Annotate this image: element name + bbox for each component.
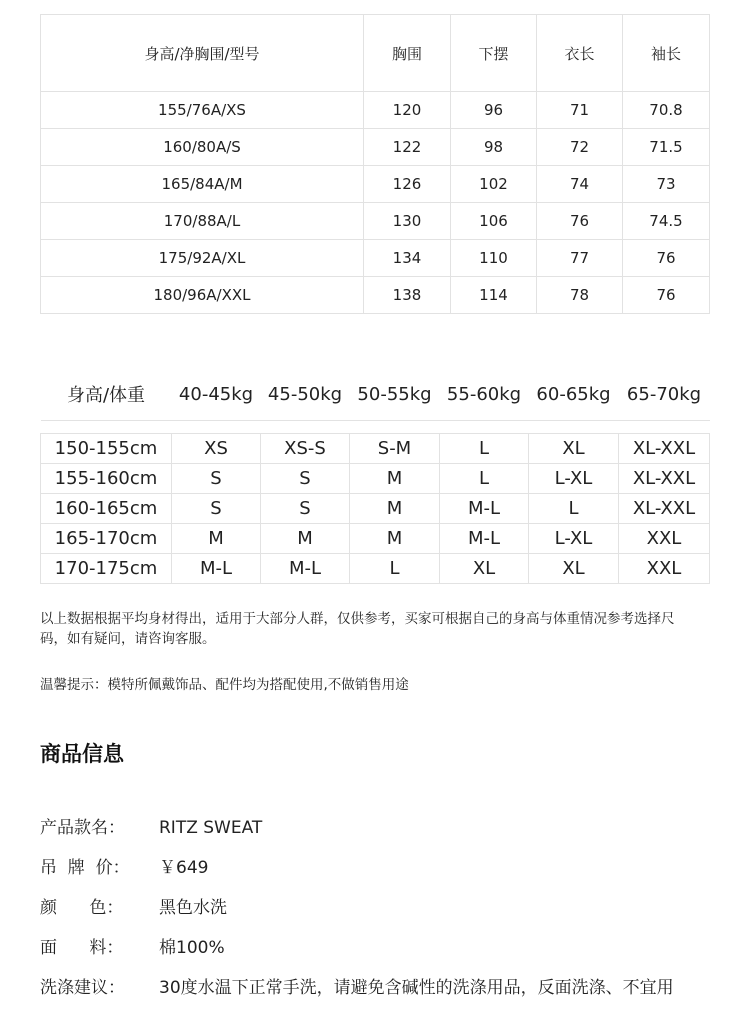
accessory-tip: 温馨提示：模特所佩戴饰品、配件均为搭配使用,不做销售用途 (40, 677, 409, 693)
table-cell: 70.8 (623, 92, 710, 129)
info-value-washing: 30度水温下正常手洗，请避免含碱性的洗涤用品，反面洗涤、不宜用 (159, 978, 674, 998)
size-table-header: 下摆 (451, 15, 537, 92)
table-cell: 160-165cm (41, 494, 172, 524)
table-row (41, 277, 710, 314)
table-cell: L (440, 434, 529, 464)
table-cell: XS (172, 434, 261, 464)
table-cell: 175/92A/XL (41, 240, 364, 277)
table-cell: M (350, 494, 440, 524)
table-row (41, 166, 710, 203)
table-cell: 122 (364, 129, 451, 166)
table-cell: S (261, 494, 350, 524)
info-label-price: 吊 牌 价： (40, 858, 130, 878)
table-cell: 98 (451, 129, 537, 166)
table-cell: L-XL (529, 524, 619, 554)
size-disclaimer: 以上数据根据平均身材得出，适用于大部分人群，仅供参考，买家可根据自己的身高与体重情况参考选择尺码，如有疑问，请咨询客服。 (40, 611, 675, 647)
table-cell: XL (529, 554, 619, 584)
table-row (41, 92, 710, 129)
table-cell: 160/80A/S (41, 129, 364, 166)
table-cell: 73 (623, 166, 710, 203)
info-label-washing: 洗涤建议： (40, 978, 125, 998)
table-cell: 76 (623, 240, 710, 277)
table-cell: XXL (619, 524, 710, 554)
table-row (41, 434, 710, 464)
table-cell: 78 (537, 277, 623, 314)
table-cell: M (350, 464, 440, 494)
table-cell: 74.5 (623, 203, 710, 240)
table-cell: 138 (364, 277, 451, 314)
section-title: 商品信息 (40, 742, 124, 766)
info-value-color: 黑色水洗 (159, 898, 227, 918)
table-cell: M-L (440, 524, 529, 554)
table-cell: S (172, 494, 261, 524)
table-row (41, 494, 710, 524)
table-cell: 71.5 (623, 129, 710, 166)
table-cell: 170-175cm (41, 554, 172, 584)
table-cell: L (440, 464, 529, 494)
table-cell: 165/84A/M (41, 166, 364, 203)
product-info-row (40, 936, 720, 976)
table-cell: 155/76A/XS (41, 92, 364, 129)
table-cell: XL (529, 434, 619, 464)
fit-table-header: 45-50kg (267, 383, 343, 405)
table-cell: S-M (350, 434, 440, 464)
table-cell: 126 (364, 166, 451, 203)
table-cell: XS-S (261, 434, 350, 464)
table-cell: M-L (172, 554, 261, 584)
size-table-header: 袖长 (623, 15, 710, 92)
table-cell: XL-XXL (619, 434, 710, 464)
fit-table-header: 60-65kg (536, 383, 611, 405)
table-cell: 155-160cm (41, 464, 172, 494)
product-info-list (40, 816, 720, 1016)
table-cell: L (529, 494, 619, 524)
table-cell: M (350, 524, 440, 554)
info-label-color: 颜 色： (40, 898, 124, 918)
table-cell: 96 (451, 92, 537, 129)
product-info-row (40, 816, 720, 856)
table-row (41, 524, 710, 554)
table-cell: 71 (537, 92, 623, 129)
table-cell: 130 (364, 203, 451, 240)
fit-table-header: 身高/体重 (66, 385, 146, 406)
table-cell: M-L (440, 494, 529, 524)
table-cell: 170/88A/L (41, 203, 364, 240)
size-table-header: 衣长 (537, 15, 623, 92)
table-cell: S (261, 464, 350, 494)
fit-table-header-row (41, 368, 710, 421)
table-cell: XL (440, 554, 529, 584)
table-cell: 102 (451, 166, 537, 203)
table-cell: 165-170cm (41, 524, 172, 554)
info-value-price: ￥649 (159, 858, 209, 878)
table-cell: 110 (451, 240, 537, 277)
size-table-header-row (41, 15, 710, 92)
table-cell: XL-XXL (619, 494, 710, 524)
size-table-header: 身高/净胸围/型号 (41, 15, 364, 92)
table-cell: 150-155cm (41, 434, 172, 464)
table-cell: 120 (364, 92, 451, 129)
table-cell: L-XL (529, 464, 619, 494)
table-cell: XL-XXL (619, 464, 710, 494)
table-cell: 76 (537, 203, 623, 240)
table-cell: 114 (451, 277, 537, 314)
table-cell: M (172, 524, 261, 554)
table-cell: L (350, 554, 440, 584)
table-cell: XXL (619, 554, 710, 584)
table-cell: 74 (537, 166, 623, 203)
info-label-name: 产品款名： (40, 818, 125, 838)
table-row (41, 240, 710, 277)
table-row (41, 129, 710, 166)
table-row (41, 203, 710, 240)
size-table (40, 14, 710, 314)
table-cell: M-L (261, 554, 350, 584)
table-cell: S (172, 464, 261, 494)
product-info-row (40, 896, 720, 936)
info-value-fabric: 棉100% (159, 938, 225, 958)
table-cell: 134 (364, 240, 451, 277)
table-cell: 76 (623, 277, 710, 314)
table-cell: 77 (537, 240, 623, 277)
table-row (41, 554, 710, 584)
table-cell: 180/96A/XXL (41, 277, 364, 314)
size-table-header: 胸围 (364, 15, 451, 92)
info-label-fabric: 面 料： (40, 938, 124, 958)
info-value-name: RITZ SWEAT (159, 818, 263, 838)
fit-table-header: 55-60kg (446, 383, 522, 405)
fit-table-header: 40-45kg (178, 383, 254, 405)
table-cell: 72 (537, 129, 623, 166)
fit-table-header: 65-70kg (626, 383, 702, 405)
product-info-row (40, 856, 720, 896)
table-row (41, 464, 710, 494)
table-cell: M (261, 524, 350, 554)
product-info-row (40, 976, 720, 1016)
table-cell: 106 (451, 203, 537, 240)
fit-table (40, 368, 710, 584)
fit-table-header: 50-55kg (357, 383, 432, 405)
